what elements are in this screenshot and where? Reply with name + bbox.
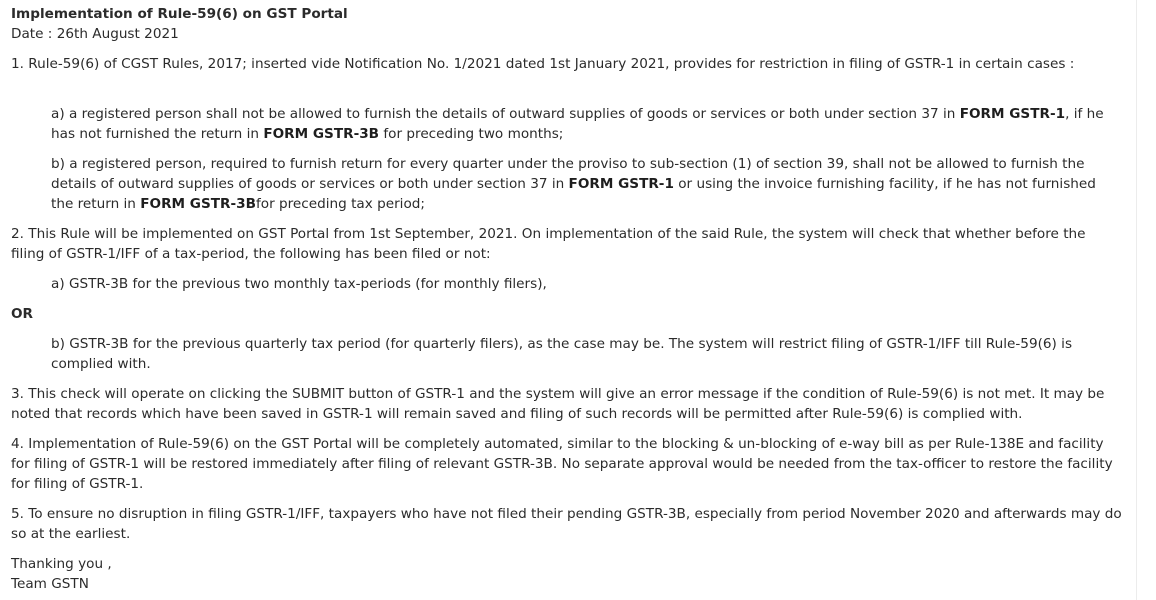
or-label: OR xyxy=(11,306,34,322)
page-title: Implementation of Rule-59(6) on GST Portal xyxy=(11,6,348,22)
paragraph-1a: a) a registered person shall not be allowed to furnish the details of outward supplies of goods or services or both under section 37 in FORM GSTR-1, if he has not furnished the return in FORM GSTR-3B for preceding two months; xyxy=(51,106,1104,142)
thanks-line: Thanking you , xyxy=(11,556,112,572)
paragraph-1: 1. Rule-59(6) of CGST Rules, 2017; inserted vide Notification No. 1/2021 dated 1st January 2021, provides for restriction in filing of GSTR-1 in certain cases : xyxy=(11,56,1075,72)
form-gstr-1: FORM GSTR-1 xyxy=(568,176,674,192)
form-gstr-1: FORM GSTR-1 xyxy=(959,106,1066,122)
paragraph-5: 5. To ensure no disruption in filing GSTR-1/IFF, taxpayers who have not filed their pending GSTR-3B, especially from period November 2020 and afterwards may do so at the earliest. xyxy=(11,506,1122,542)
form-gstr-3b: FORM GSTR-3B xyxy=(263,126,380,142)
paragraph-1b: b) a registered person, required to furnish return for every quarter under the proviso to sub-section (1) of section 39, shall not be allowed to furnish the details of outward supplies of goods or services or both under section 37 in FORM GSTR-1 or using the invoice furnishing facility, if he has not furnished the return in FORM GSTR-3Bfor preceding tax period; xyxy=(51,156,1096,212)
signature: Team GSTN xyxy=(11,576,89,592)
form-gstr-3b: FORM GSTR-3B xyxy=(140,196,256,212)
paragraph-4: 4. Implementation of Rule-59(6) on the GST Portal will be completely automated, similar to the blocking & un-blocking of e-way bill as per Rule-138E and facility for filing of GSTR-1 will be restored immediately after filing of relevant GSTR-3B. No separate approval would be needed from the tax-officer to restore the facility for filing of GSTR-1. xyxy=(11,436,1113,492)
date-line: Date : 26th August 2021 xyxy=(11,26,179,42)
paragraph-2b: b) GSTR-3B for the previous quarterly tax period (for quarterly filers), as the case may be. The system will restrict filing of GSTR-1/IFF till Rule-59(6) is complied with. xyxy=(51,336,1073,372)
paragraph-2: 2. This Rule will be implemented on GST Portal from 1st September, 2021. On implementation of the said Rule, the system will check that whether before the filing of GSTR-1/IFF of a tax-period, the following has been filed or not: xyxy=(11,226,1086,262)
paragraph-2a: a) GSTR-3B for the previous two monthly tax-periods (for monthly filers), xyxy=(51,276,547,292)
paragraph-3: 3. This check will operate on clicking the SUBMIT button of GSTR-1 and the system will give an error message if the condition of Rule-59(6) is not met. It may be noted that records which have been saved in GSTR-1 will remain saved and filing of such records will be permitted after Rule-59(6) is complied with. xyxy=(11,386,1105,422)
